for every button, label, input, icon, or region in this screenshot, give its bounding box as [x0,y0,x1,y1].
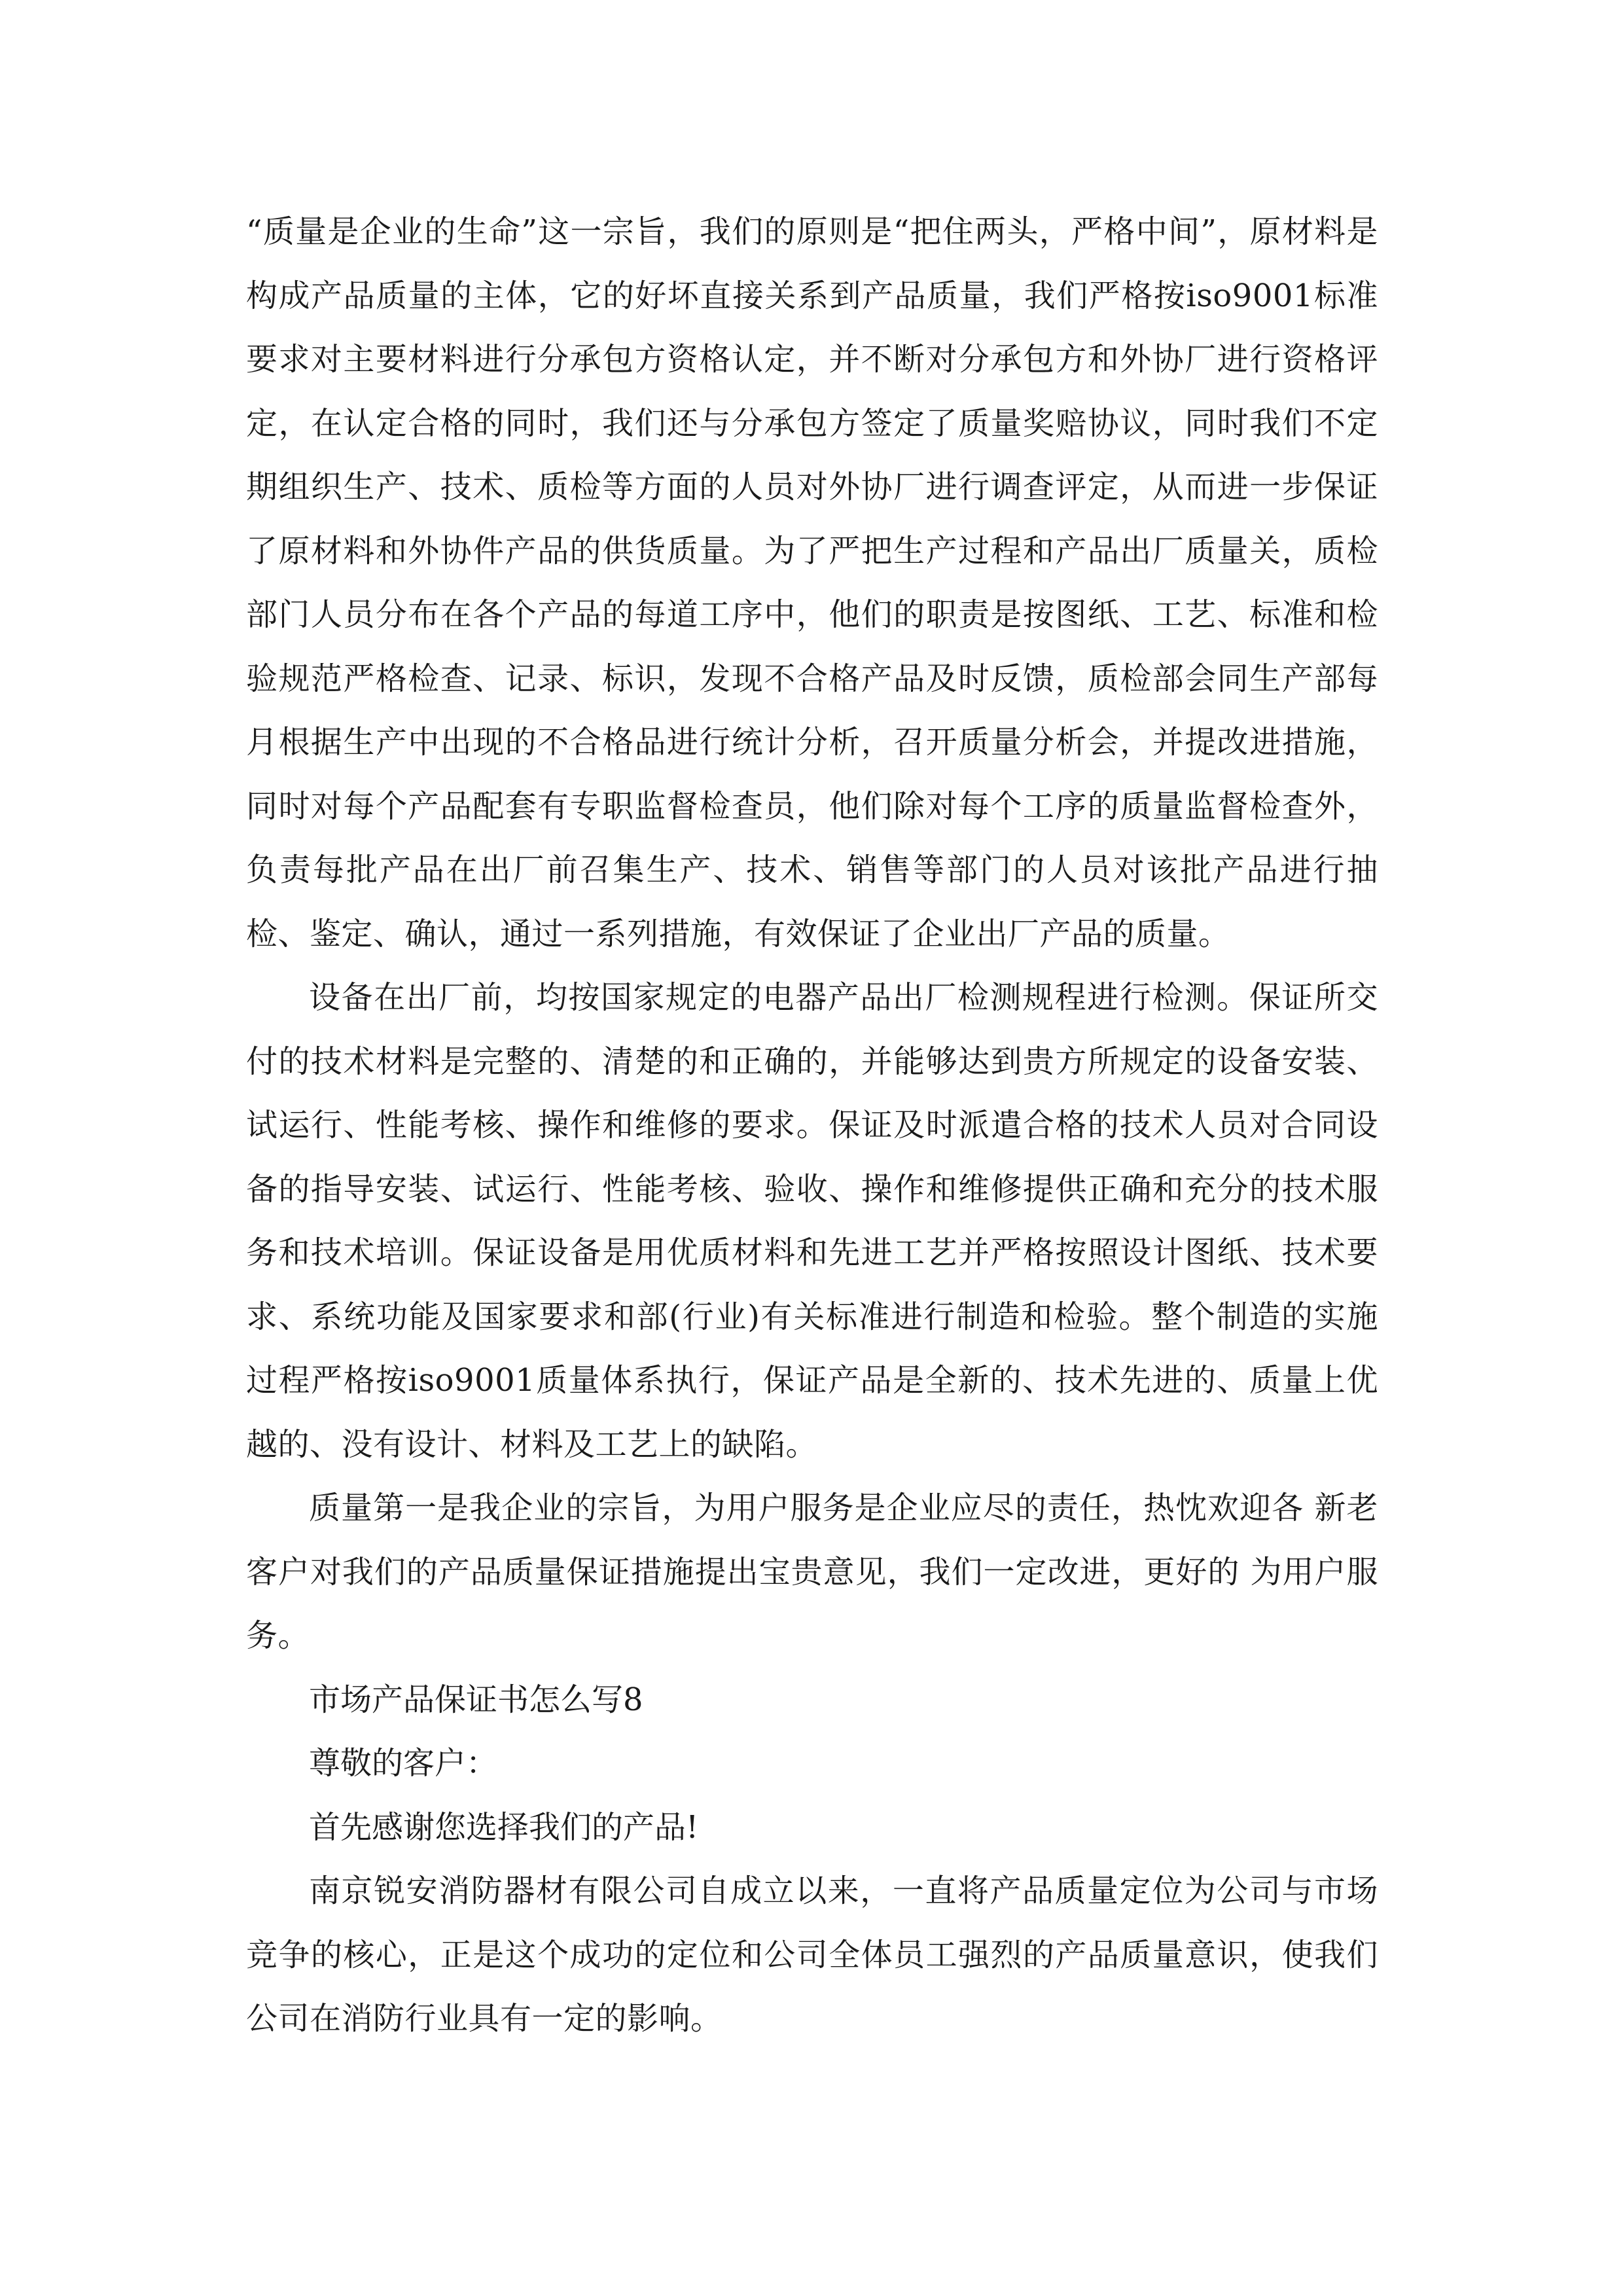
paragraph-company-intro: 南京锐安消防器材有限公司自成立以来，一直将产品质量定位为公司与市场竞争的核心，正是这个成功的定位和公司全体员工强烈的产品质量意识，使我们公司在消防行业具有一定的影响。 [246,1873,1378,2037]
paragraph-equipment-inspection: 设备在出厂前，均按国家规定的电器产品出厂检测规程进行检测。保证所交付的技术材料是完整的、清楚的和正确的，并能够达到贵方所规定的设备安装、试运行、性能考核、操作和维修的要求。保证及时派遣合格的技术人员对合同设备的指导安装、试运行、性能考核、验收、操作和维修提供正确和充分的技术服务和技术培训。保证设备是用优质材料和先进工艺并严格按照设计图纸、技术要求、系统功能及国家要求和部(行业)有关标准进行制造和检验。整个制造的实施过程严格按iso9001质量体系执行，保证产品是全新的、技术先进的、质量上优越的、没有设计、材料及工艺上的缺陷。 [246,979,1378,1463]
document-body [246,200,1378,2051]
salutation: 尊敬的客户： [309,1745,498,1782]
thanks-line: 首先感谢您选择我们的产品! [309,1808,699,1846]
paragraph-quality-principle: “质量是企业的生命”这一宗旨，我们的原则是“把住两头，严格中间”，原材料是构成产品质量的主体，它的好坏直接关系到产品质量，我们严格按iso9001标准要求对主要材料进行分承包方资格认定，并不断对分承包方和外协厂进行资格评定，在认定合格的同时，我们还与分承包方签定了质量奖赔协议，同时我们不定期组织生产、技术、质检等方面的人员对外协厂进行调查评定，从而进一步保证了原材料和外协件产品的供货质量。为了严把生产过程和产品出厂质量关，质检部门人员分布在各个产品的每道工序中，他们的职责是按图纸、工艺、标准和检验规范严格检查、记录、标识，发现不合格产品及时反馈，质检部会同生产部每月根据生产中出现的不合格品进行统计分析，召开质量分析会，并提改进措施，同时对每个产品配套有专职监督检查员，他们除对每个工序的质量监督检查外，负责每批产品在出厂前召集生产、技术、销售等部门的人员对该批产品进行抽检、鉴定、确认，通过一系列措施，有效保证了企业出厂产品的质量。 [246,213,1378,952]
section-title: 市场产品保证书怎么写8 [309,1681,643,1718]
paragraph-quality-first: 质量第一是我企业的宗旨，为用户服务是企业应尽的责任，热忱欢迎各 新老客户对我们的产品质量保证措施提出宝贵意见，我们一定改进，更好的 为用户服务。 [246,1490,1378,1654]
